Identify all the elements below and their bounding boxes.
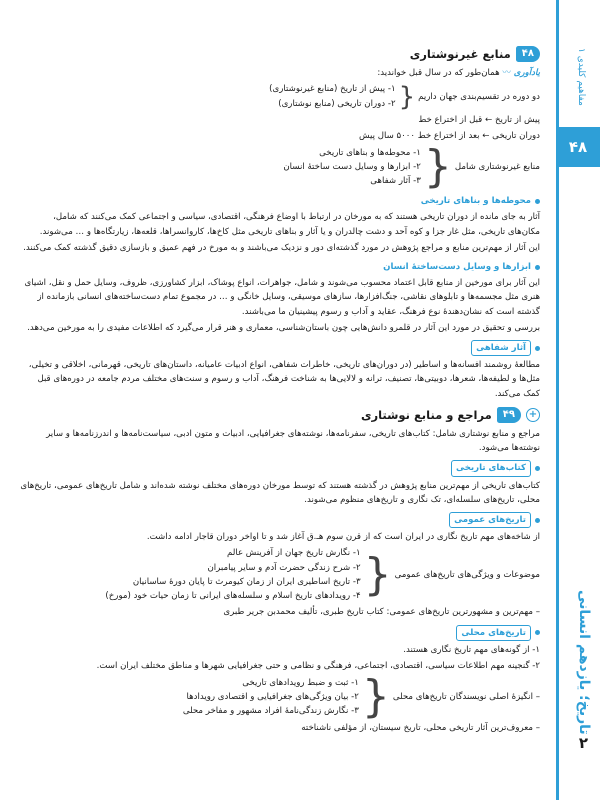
- section-48-heading: [20, 46, 540, 62]
- paragraph: این آثار از مهم‌ترین منابع و مراجع پژوهش در مورد گذشته‌ای دور و نزدیک می‌باشند و به مورخ در فهم عمیق و بازسازی دقیق گذشته کمک می‌کنند.: [23, 242, 540, 253]
- sidebar-section-number: ۴۸: [556, 127, 600, 167]
- division-lead: دو دوره در تقسیم‌بندی جهان داریم: [418, 91, 540, 102]
- topic-item: ۲- شرح زندگی حضرت آدم و سایر پیامبران: [207, 562, 361, 573]
- recall-label: یادآوری: [513, 68, 540, 79]
- section-49-heading: [20, 407, 540, 423]
- paragraph: مراجع و منابع نوشتاری شامل: کتاب‌های تاریخی، سفرنامه‌ها، نوشته‌های جغرافیایی، ادبیات و متون ادبی، سیاست‌نامه‌ها و اندرزنامه‌ها و سایر نوشته‌ها می‌شود.: [46, 429, 540, 454]
- list-item: ۱- از گونه‌های مهم تاریخ نگاری هستند.: [403, 644, 540, 655]
- page-number: ۲: [578, 734, 588, 752]
- famous-line: – مهم‌ترین و مشهورترین تاریخ‌های عمومی: کتاب تاریخ طبری، تألیف محمدبن جریر طبری: [223, 607, 540, 618]
- brace-icon: {: [398, 81, 416, 112]
- paragraph: از شاخه‌های مهم تاریخ نگاری در ایران است که از قرن سوم هـ.ق آغاز شد و تا اواخر دوران قاجار ادامه داشت.: [146, 532, 540, 543]
- subheading: ابزارها و وسایل دست‌ساختهٔ انسان: [20, 260, 540, 274]
- topic-item: ۱- نگارش تاریخ جهان از آفرینش عالم: [226, 548, 361, 559]
- source-item: ۱- محوطه‌ها و بناهای تاریخی: [319, 147, 421, 158]
- bullet-icon: [535, 199, 540, 204]
- sidebar-section-label: مفاهیم کلیدی ۱: [576, 48, 586, 106]
- section-48-title: منابع غیرنوشتاری: [409, 47, 511, 61]
- topics-lead: موضوعات و ویژگی‌های تاریخ‌های عمومی: [394, 569, 540, 580]
- sidebar-book-title: تاریخ؛ یازدهم انسانی: [576, 590, 592, 735]
- section-49-title: مراجع و منابع نوشتاری: [360, 407, 492, 422]
- section-49-badge: ۴۹: [497, 407, 521, 423]
- motive-item: ۱- ثبت و ضبط رویدادهای تاریخی: [242, 677, 359, 688]
- sources-group: [20, 141, 540, 193]
- sidebar: [556, 0, 600, 800]
- subheading: تاریخ‌های عمومی: [20, 512, 540, 528]
- motives-group: [20, 671, 540, 723]
- topics-group: [20, 546, 540, 603]
- brace-icon: {: [363, 548, 392, 600]
- bullet-icon: [535, 265, 540, 270]
- paragraph: آثار به جای مانده از دوران تاریخی هستند که به مورخان در ارتباط با اوضاع فرهنگی، اقتصادی، سیاسی و اجتماعی کمک می‌کنند که شامل، مکان‌های تاریخی، مثل غار جزا و کوه آحد و دشت چالدران و یا آثار و بناهای تاریخی مثل کاخ‌ها، کاروانسراها، قلعه‌ها، زیارتگاه‌ها و … می‌شوند.: [39, 212, 540, 237]
- bullet-icon: [535, 518, 540, 523]
- oldest-line: – معروف‌ترین آثار تاریخی محلی، تاریخ سیستان، از مؤلفی ناشناخته: [301, 723, 540, 734]
- list-item: ۲- گنجینه مهم اطلاعات سیاسی، اقتصادی، اجتماعی، فرهنگی و نظامی و حتی جغرافیایی شهرها و مناطق مختلف ایران است.: [96, 660, 540, 671]
- paragraph: بررسی و تحقیق در مورد این آثار در قلمرو دانش‌هایی چون باستان‌شناسی، معماری و هنر قرار می‌گیرد که اطلاعات مفیدی را به مورخین می‌دهد.: [27, 322, 540, 333]
- section-48-badge: ۴۸: [516, 46, 540, 62]
- brace-icon: {: [361, 671, 390, 723]
- source-item: ۳- آثار شفاهی: [370, 176, 421, 187]
- paragraph: کتاب‌های تاریخی از مهم‌ترین منابع پژوهش در گذشته هستند که توسط مورخان دوره‌های مختلف نوشته شده‌اند و شامل تاریخ‌های عمومی، تاریخ‌های محلی، تاریخ‌های سلسله‌ای، تک نگاری و تاریخ‌های منظوم می‌شوند.: [20, 480, 540, 505]
- motive-item: ۳- نگارش زندگی‌نامهٔ افراد مشهور و مفاخر محلی: [182, 706, 359, 717]
- division-item: ۲- دوران تاریخی (منابع نوشتاری): [278, 98, 396, 109]
- sidebar-stripe: [556, 0, 559, 800]
- wave-icon: 〰: [502, 68, 511, 79]
- plus-icon: +: [526, 408, 540, 422]
- main-content: [20, 40, 540, 737]
- bullet-icon: [535, 346, 540, 351]
- sources-lead: منابع غیرنوشتاری شامل: [454, 162, 540, 173]
- subheading: کتاب‌های تاریخی: [20, 460, 540, 476]
- paragraph: مطالعهٔ روشمند افسانه‌ها و اساطیر (در دوران‌های تاریخی، خاطرات شفاهی، انواع ادبیات عامیانه، داستان‌های تاریخی، قهرمانی، اخلاقی و تخیلی، مثل‌ها و لطیفه‌ها، شعرها، دوبیتی‌ها، تصنیف، ترانه و لالایی‌ها به شناخت فرهنگ، آداب و رسوم و سنت‌های مختلف مردم جامعه در دوره‌های قبل کمک می‌کند.: [28, 360, 540, 399]
- subheading: آثار شفاهی: [20, 340, 540, 356]
- pre-history-line: پیش از تاریخ ← قبل از اختراع خط: [418, 114, 540, 125]
- motive-item: ۲- بیان ویژگی‌های جغرافیایی و اقتصادی رویدادها: [186, 692, 359, 702]
- subheading: تاریخ‌های محلی: [20, 625, 540, 641]
- division-group: [20, 82, 540, 110]
- subheading: محوطه‌ها و بناهای تاریخی: [20, 194, 540, 208]
- bullet-icon: [535, 466, 540, 471]
- source-item: ۲- ابزارها و وسایل دست ساختهٔ انسان: [283, 162, 421, 173]
- motives-lead: – انگیزهٔ اصلی نویسندگان تاریخ‌های محلی: [392, 692, 540, 702]
- bullet-icon: [535, 630, 540, 635]
- history-line: دوران تاریخی ← بعد از اختراع خط ۵۰۰۰ سال پیش: [359, 131, 540, 142]
- brace-icon: {: [423, 141, 452, 193]
- paragraph: این آثار برای مورخین از منابع قابل اعتماد محسوب می‌شوند و شامل، جواهرات، انواع پوشاک، ابزار کشاورزی، ظروف، وسایل حمل و نقل، اشیای هنری مثل مجسمه‌ها و تابلوهای نقاشی، جنگ‌افزارها، سازهای موسیقی، وسایل خانگی و … در مجموع تمام دست‌ساخته‌های انسانی بازمانده از گذشته است که نشان‌دهندهٔ نوع فرهنگ، عقاید و آداب و رسوم پیشینیان ما می‌باشند.: [24, 278, 540, 317]
- recall-text: همان‌طور که در سال قبل خواندید:: [377, 68, 500, 79]
- topic-item: ۳- تاریخ اساطیری ایران از زمان کیومرث تا پایان دورهٔ ساسانیان: [132, 576, 361, 587]
- division-item: ۱- پیش از تاریخ (منابع غیرنوشتاری): [269, 84, 396, 95]
- recall-line: [20, 66, 540, 80]
- topic-item: ۴- رویدادهای تاریخ اسلام و سلسله‌های ایرانی تا زمان حیات خود (مورخ): [105, 591, 361, 602]
